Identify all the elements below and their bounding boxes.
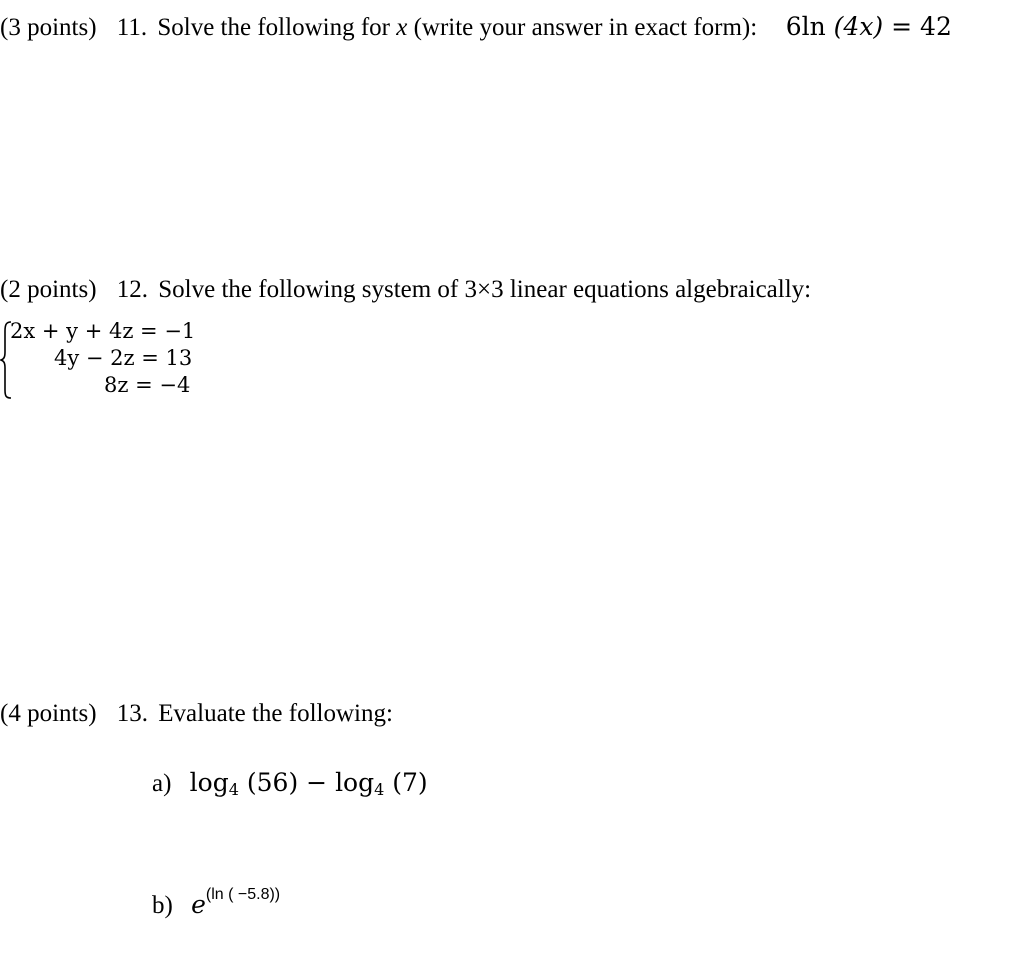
part-a-log-1: log: [189, 768, 229, 797]
question-13-number: 13.: [116, 700, 149, 727]
part-a-base-1: 4: [228, 780, 239, 799]
question-11: [0, 12, 952, 43]
part-a-log-2: log: [335, 768, 375, 797]
question-11-variable: x: [396, 14, 408, 41]
question-12-points: (2 points): [0, 276, 97, 303]
question-11-equation-rhs: 42: [920, 12, 952, 41]
part-b-base: e: [191, 890, 206, 919]
part-a-expression: [190, 768, 428, 797]
part-a-arg-2: (7): [392, 768, 428, 797]
question-13-part-a: [152, 768, 428, 805]
question-13-prompt: Evaluate the following:: [158, 700, 393, 727]
question-11-equation: [786, 12, 952, 41]
question-11-equation-arg: (4x): [833, 12, 884, 41]
question-11-equation-equals: =: [891, 12, 913, 41]
part-a-label: a): [152, 770, 172, 797]
part-b-label: b): [152, 892, 173, 919]
question-13-part-b: [152, 880, 280, 921]
question-13: [0, 699, 393, 729]
question-12: [0, 275, 811, 305]
part-a-base-2: 4: [374, 780, 385, 799]
question-11-prompt-end: (write your answer in exact form):: [407, 14, 758, 41]
question-11-points: (3 points): [0, 14, 97, 41]
system-equation-2: 4y − 2z = 13: [54, 346, 193, 370]
question-13-points: (4 points): [0, 700, 97, 727]
question-11-prompt-start: Solve the following for: [157, 14, 397, 41]
question-11-equation-coef: 6ln: [785, 12, 826, 41]
part-b-exponent: (ln ( −5.8)): [205, 886, 281, 903]
part-a-arg-1: (56): [246, 768, 299, 797]
linear-system: [0, 318, 240, 402]
part-a-operator: −: [306, 768, 328, 797]
question-12-prompt: Solve the following system of 3×3 linear equations algebraically:: [158, 276, 812, 303]
question-12-number: 12.: [116, 276, 149, 303]
question-11-number: 11.: [116, 14, 148, 41]
system-equation-3: 8z = −4: [104, 373, 191, 397]
system-equation-1: 2x + y + 4z = −1: [10, 319, 196, 343]
